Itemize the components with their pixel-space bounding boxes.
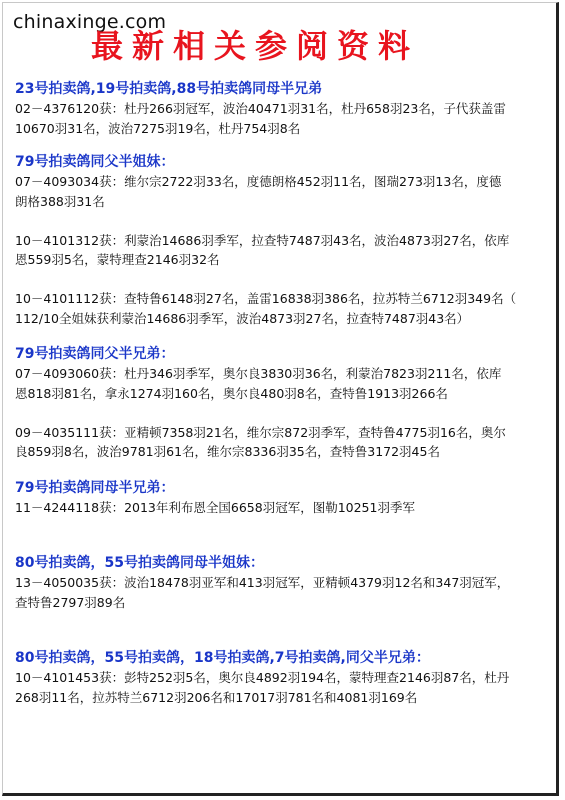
blank-line bbox=[15, 403, 546, 423]
document-page bbox=[2, 2, 559, 796]
section-79-half-brothers-mother bbox=[15, 478, 546, 518]
section-heading: 80号拍卖鸽，55号拍卖鸽同母半姐妹： bbox=[15, 555, 264, 571]
record-line: 07－4093034获：维尔宗2722羽33名，度德朗格452羽11名，图瑞273羽13名，度德 bbox=[15, 174, 502, 189]
record-line: 朗格388羽31名 bbox=[15, 193, 105, 209]
section-heading: 79号拍卖鸽同父半兄弟： bbox=[15, 346, 175, 362]
record-line: 112/10全姐妹获利蒙治14686羽季军，波治4873羽27名，拉查特7487羽43名） bbox=[15, 310, 470, 326]
blank-line bbox=[15, 211, 546, 231]
section-80-55-18-7-half-brothers bbox=[15, 648, 546, 707]
record-line: 07－4093060获：杜丹346羽季军，奥尔良3830羽36名，利蒙治7823羽211名，依库 bbox=[15, 366, 502, 381]
section-79-half-sisters bbox=[15, 152, 546, 328]
record-line: 恩818羽81名，拿永1274羽160名，奥尔良480羽8名，查特鲁1913羽266名 bbox=[15, 385, 448, 401]
record-line: 10670羽31名，波治7275羽19名，杜丹754羽8名 bbox=[15, 120, 301, 136]
content-area bbox=[15, 79, 546, 707]
page-title: 最新相关参阅资料 bbox=[91, 27, 420, 65]
section-80-55-half-sisters bbox=[15, 553, 546, 612]
record-line: 查特鲁2797羽89名 bbox=[15, 594, 126, 610]
record-line: 11－4244118获：2013年利布恩全国6658羽冠军，图勒10251羽季军 bbox=[15, 499, 415, 515]
section-heading: 80号拍卖鸽，55号拍卖鸽，18号拍卖鸽,7号拍卖鸽,同父半兄弟： bbox=[15, 650, 430, 666]
section-23-19-88-siblings bbox=[15, 79, 546, 138]
record-line: 13－4050035获：波治18478羽亚军和413羽冠军，亚精顿4379羽12名和347羽冠军， bbox=[15, 575, 510, 590]
record-line: 10－4101112获：查特鲁6148羽27名，盖雷16838羽386名，拉苏特兰6712羽349名（ bbox=[15, 291, 517, 306]
blank-line bbox=[15, 270, 546, 290]
record-line: 268羽11名，拉苏特兰6712羽206名和17017羽781名和4081羽169名 bbox=[15, 689, 418, 705]
record-line: 10－4101312获：利蒙治14686羽季军，拉查特7487羽43名，波治4873羽27名，依库 bbox=[15, 232, 510, 248]
record-line: 良859羽8名，波治9781羽61名，维尔宗8336羽35名，查特鲁3172羽45名 bbox=[15, 444, 440, 459]
record-line: 10－4101453获：彭特252羽5名，奥尔良4892羽194名，蒙特理查2146羽87名，杜丹 bbox=[15, 670, 510, 685]
section-heading: 79号拍卖鸽同母半兄弟： bbox=[15, 479, 175, 496]
site-watermark: chinaxinge.com bbox=[13, 11, 167, 33]
record-line: 02－4376120获：杜丹266羽冠军，波治40471羽31名，杜丹658羽23名，子代获盖雷 bbox=[15, 101, 506, 116]
section-heading: 79号拍卖鸽同父半姐妹： bbox=[15, 154, 175, 170]
record-line: 恩559羽5名，蒙特理查2146羽32名 bbox=[15, 252, 220, 267]
section-heading: 23号拍卖鸽,19号拍卖鸽,88号拍卖鸽同母半兄弟 bbox=[15, 81, 323, 97]
section-79-half-brothers-father bbox=[15, 344, 546, 462]
record-line: 09－4035111获：亚精顿7358羽21名，维尔宗872羽季军，查特鲁4775羽16名，奥尔 bbox=[15, 424, 506, 440]
